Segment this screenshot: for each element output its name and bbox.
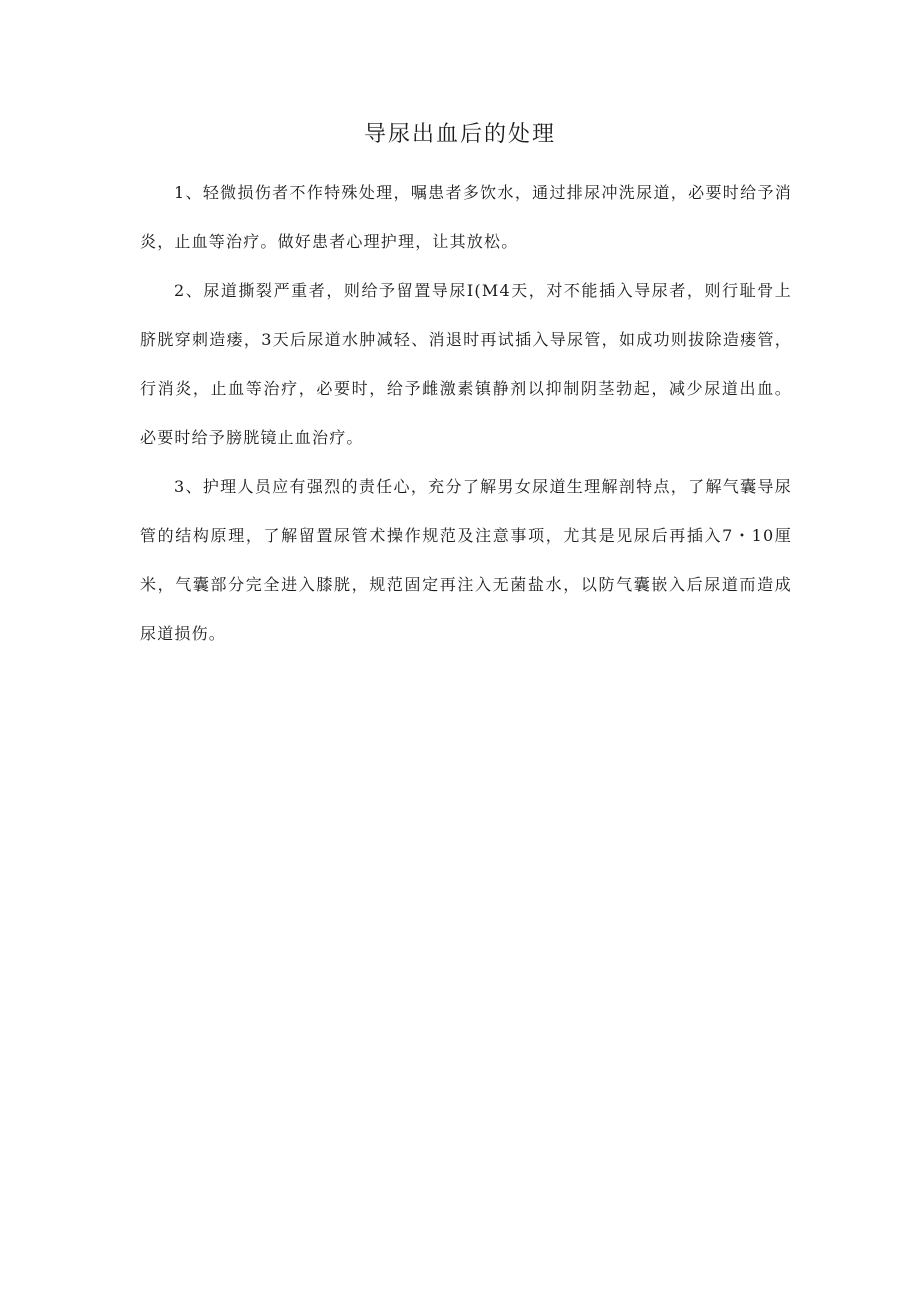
document-body <box>140 168 792 658</box>
paragraph-2: 2、尿道撕裂严重者，则给予留置导尿I(M4天，对不能插入导尿者，则行耻骨上脐胱穿刺造瘘，3天后尿道水肿减轻、消退时再试插入导尿管，如成功则拔除造瘘管，行消炎，止血等治疗，必要时，给予雌激素镇静剂以抑制阴茎勃起，减少尿道出血。必要时给予膀胱镜止血治疗。 <box>140 281 792 447</box>
paragraph-1: 1、轻微损伤者不作特殊处理，嘱患者多饮水，通过排尿冲洗尿道，必要时给予消炎，止血等治疗。做好患者心理护理，让其放松。 <box>140 183 792 251</box>
paragraph-3: 3、护理人员应有强烈的责任心，充分了解男女尿道生理解剖特点，了解气囊导尿管的结构原理，了解留置尿管术操作规范及注意事项，尤其是见尿后再插入7・10厘米，气囊部分完全进入膝胱，规范固定再注入无菌盐水，以防气囊嵌入后尿道而造成尿道损伤。 <box>140 477 792 643</box>
document-title: 导尿出血后的处理 <box>363 122 556 147</box>
